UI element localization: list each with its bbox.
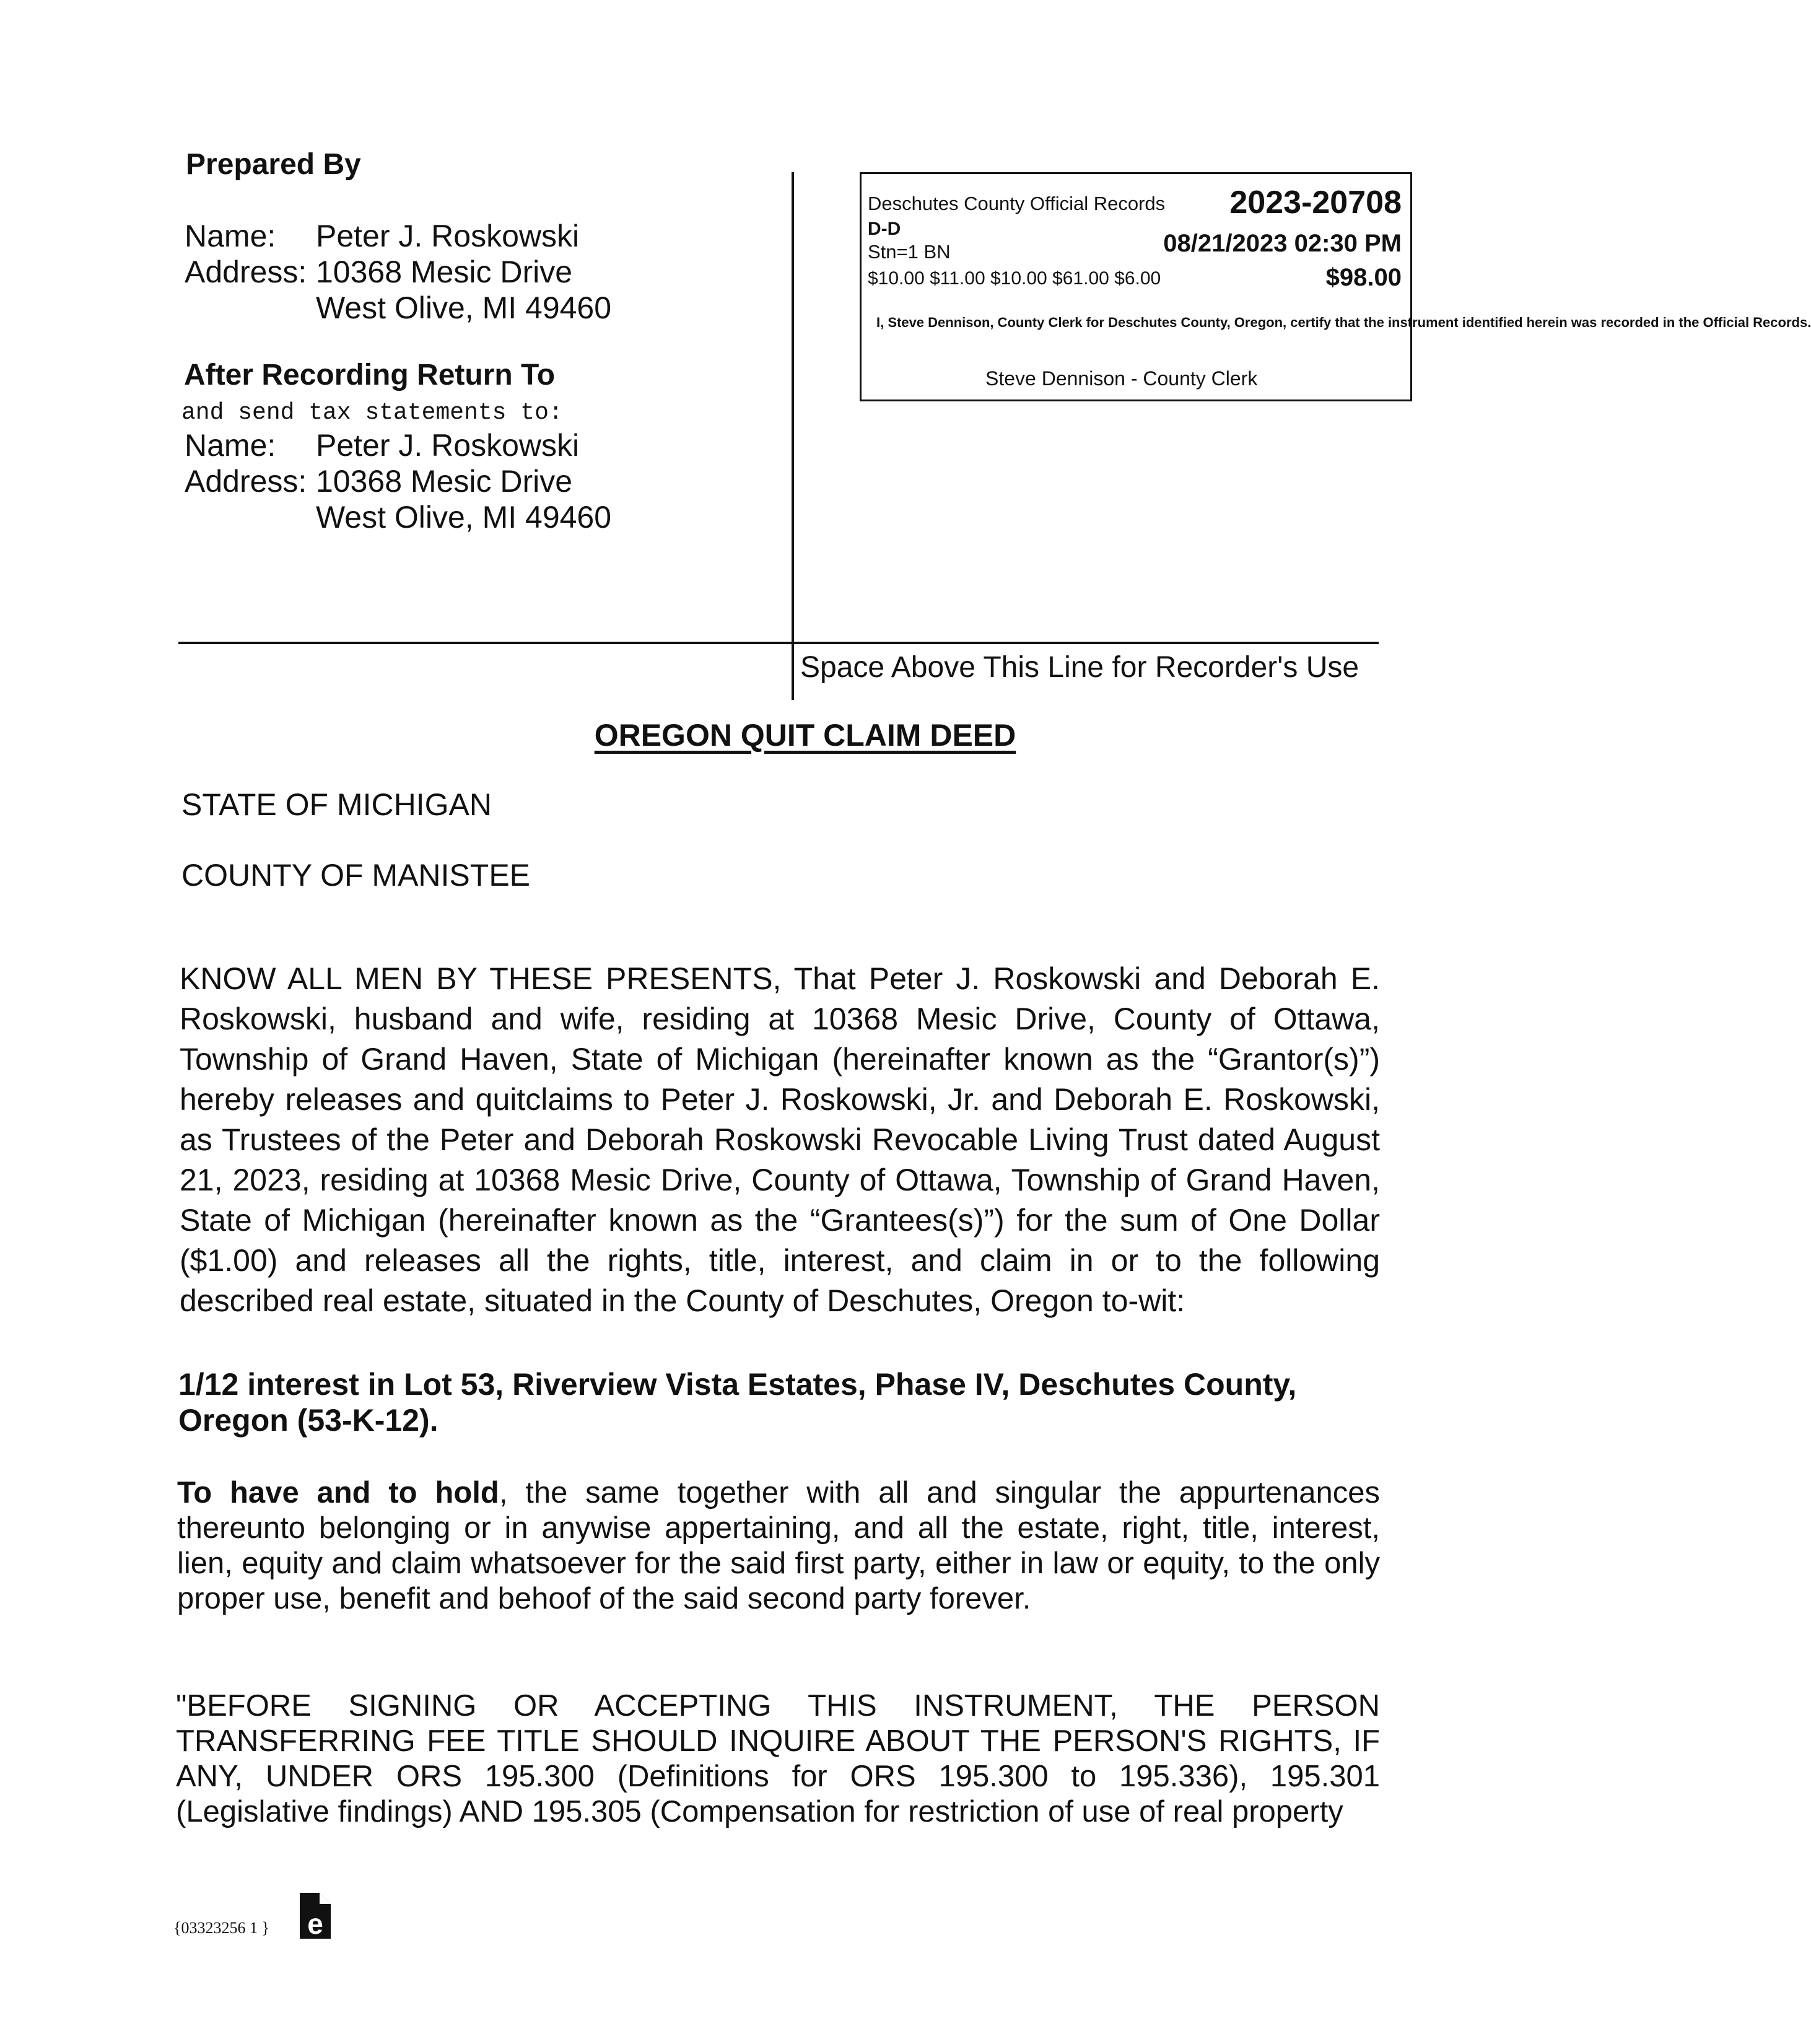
- deed-state: STATE OF MICHIGAN: [181, 787, 492, 822]
- recording-county-records: Deschutes County Official Records: [868, 193, 1166, 214]
- return-to-address-block: [185, 427, 611, 535]
- deed-body-paragraph: KNOW ALL MEN BY THESE PRESENTS, That Peter J. Roskowski and Deborah E. Roskowski, husband and wife, residing at 10368 Mesic Drive, County of Ottawa, Township of Grand Haven, State of Michigan (hereinafter known as the “Grantor(s)”) hereby releases and quitclaims to Peter J. Roskowski, Jr. and Deborah E. Roskowski, as Trustees of the Peter and Deborah Roskowski Revocable Living Trust dated August 21, 2023, residing at 10368 Mesic Drive, County of Ottawa, Township of Grand Haven, State of Michigan (hereinafter known as the “Grantees(s)”) for the sum of One Dollar ($1.00) and releases all the rights, title, interest, and claim in or to the following described real estate, situated in the County of Deschutes, Oregon to-wit:: [180, 961, 1380, 1318]
- ors-warning: "BEFORE SIGNING OR ACCEPTING THIS INSTRUMENT, THE PERSON TRANSFERRING FEE TITLE SHOULD INQUIRE ABOUT THE PERSON'S RIGHTS, IF ANY, UNDER ORS 195.300 (Definitions for ORS 195.300 to 195.336), 195.301 (Legislative findings) AND 195.305 (Compensation for restriction of use of real property: [176, 1689, 1380, 1828]
- prepared-by-name: Peter J. Roskowski: [316, 219, 580, 253]
- prepared-by-name-label: Name:: [185, 219, 276, 253]
- legal-description: 1/12 interest in Lot 53, Riverview Vista Estates, Phase IV, Deschutes County, Oregon (53-K-12).: [178, 1367, 1297, 1438]
- recording-certification: I, Steve Dennison, County Clerk for Deschutes County, Oregon, certify that the instrument identified herein was recorded in the Official Records.: [876, 315, 1811, 330]
- vertical-divider: [792, 172, 794, 700]
- recording-total: $98.00: [1325, 264, 1402, 291]
- recording-document-number: 2023-20708: [1229, 185, 1402, 221]
- e-logo-graphic: [296, 1890, 333, 1941]
- prepared-by-address-line1: 10368 Mesic Drive: [316, 255, 573, 289]
- prepared-by-address-line2: West Olive, MI 49460: [316, 290, 612, 325]
- recorder-space-line: [178, 642, 1379, 644]
- recording-fees: $10.00 $11.00 $10.00 $61.00 $6.00: [868, 268, 1161, 289]
- return-to-subtitle: and send tax statements to:: [181, 400, 563, 426]
- deed-title-row: [0, 717, 1579, 753]
- recording-clerk: Steve Dennison - County Clerk: [985, 367, 1258, 390]
- prepared-by-address-label: Address:: [185, 255, 307, 289]
- return-to-heading: After Recording Return To: [184, 359, 556, 391]
- prepared-by-heading: Prepared By: [186, 148, 361, 181]
- e-logo-letter: e: [307, 1908, 323, 1940]
- e-recording-logo-icon: [296, 1890, 333, 1941]
- recorder-use-note: Space Above This Line for Recorder's Use: [800, 651, 1359, 684]
- recording-station: Stn=1 BN: [868, 241, 951, 263]
- habendum-text: , the same together with all and singular the appurtenances thereunto belonging or in anywise appertaining, and all the estate, right, title, interest, lien, equity and claim whatsoever for the said first party, either in law or equity, to the only proper use, benefit and behoof of the said second party forever.: [177, 1476, 1381, 1615]
- return-to-name: Peter J. Roskowski: [316, 428, 580, 463]
- recording-date-time: 08/21/2023 02:30 PM: [1163, 230, 1402, 257]
- return-to-name-label: Name:: [185, 428, 276, 463]
- return-to-address-line2: West Olive, MI 49460: [316, 500, 612, 535]
- recording-stamp: [860, 172, 1811, 401]
- recording-doc-type: D-D: [868, 219, 901, 239]
- habendum-lead: To have and to hold: [177, 1476, 499, 1509]
- deed-title: OREGON QUIT CLAIM DEED: [594, 718, 1016, 753]
- document-id: {03323256 1 }: [173, 1919, 269, 1937]
- deed-county: COUNTY OF MANISTEE: [181, 858, 531, 893]
- return-to-address-label: Address:: [185, 464, 307, 499]
- prepared-by-address-block: [185, 218, 611, 326]
- habendum-clause: [177, 1475, 1380, 1617]
- return-to-address-line1: 10368 Mesic Drive: [316, 464, 573, 499]
